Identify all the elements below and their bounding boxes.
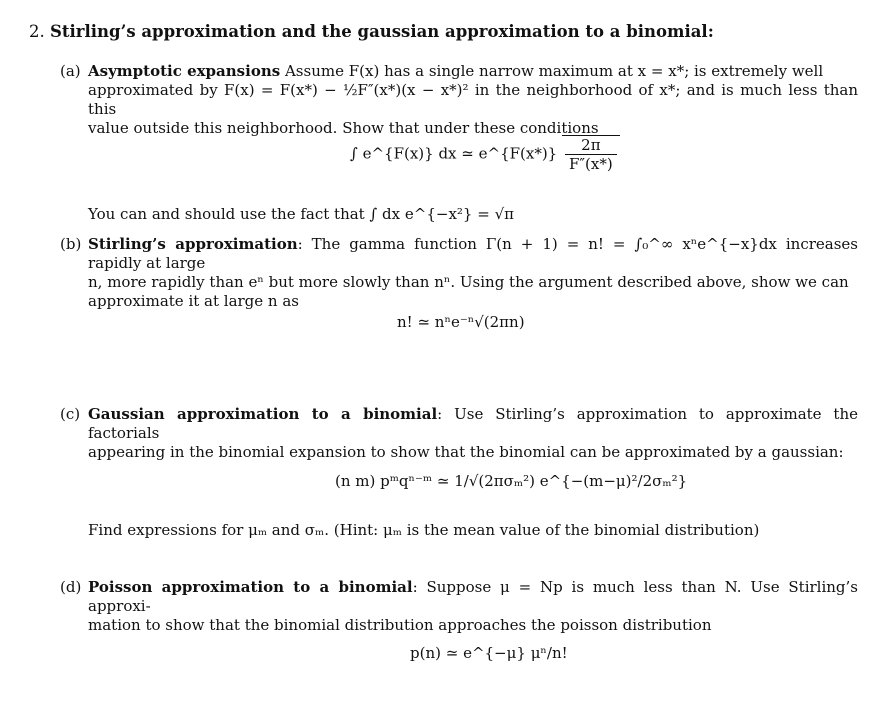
part-c-equation: (n m) pᵐqⁿ⁻ᵐ ≃ 1/√(2πσₘ²) e^{−(m−μ)²/2σₘ²} bbox=[335, 472, 688, 490]
part-b-line2: n, more rapidly than eⁿ but more slowly than nⁿ. Using the argument described above, show we can bbox=[88, 273, 849, 291]
part-a-note: You can and should use the fact that ∫ dx e^{−x²} = √π bbox=[88, 205, 514, 223]
problem-number: 2. bbox=[29, 22, 45, 41]
part-d-line1: : Suppose μ = Np is much less than N. Use Stirling’s approxi- bbox=[88, 578, 858, 615]
part-b-title: Stirling’s approximation bbox=[88, 235, 298, 253]
part-d-title: Poisson approximation to a binomial bbox=[88, 578, 413, 596]
part-d-line2: mation to show that the binomial distribution approaches the poisson distribution bbox=[88, 616, 712, 634]
problem-heading bbox=[29, 22, 714, 41]
part-a-title: Asymptotic expansions bbox=[88, 62, 281, 80]
part-b-equation: n! ≃ nⁿe⁻ⁿ√(2πn) bbox=[397, 313, 525, 331]
part-a-eq-num: 2π bbox=[565, 136, 617, 155]
part-d-text bbox=[88, 578, 858, 635]
part-b-line3: approximate it at large n as bbox=[88, 292, 300, 310]
part-d-equation: p(n) ≃ e^{−μ} μⁿ/n! bbox=[410, 644, 568, 662]
part-c-title: Gaussian approximation to a binomial bbox=[88, 405, 438, 423]
part-a-line3: value outside this neighborhood. Show that under these conditions bbox=[88, 119, 599, 137]
part-c-line1: : Use Stirling’s approximation to approximate the factorials bbox=[88, 405, 859, 442]
part-c-note: Find expressions for μₘ and σₘ. (Hint: μₘ is the mean value of the binomial distribution) bbox=[88, 521, 760, 539]
part-a-line2: approximated by F(x) = F(x*) − ½F″(x*)(x − x*)² in the neighborhood of x*; and is much less than this bbox=[88, 81, 858, 118]
problem-title: Stirling’s approximation and the gaussian approximation to a binomial: bbox=[50, 22, 714, 41]
part-c-line2: appearing in the binomial expansion to show that the binomial can be approximated by a gaussian: bbox=[88, 443, 844, 461]
part-a-text bbox=[88, 62, 858, 138]
part-a-eq-den: F″(x*) bbox=[569, 155, 613, 173]
part-a-equation bbox=[350, 135, 620, 173]
part-c-text bbox=[88, 405, 858, 462]
part-c-label: (c) bbox=[60, 405, 81, 423]
part-a-label: (a) bbox=[60, 62, 81, 80]
part-a-eq-sqrt bbox=[562, 135, 620, 173]
part-b-label: (b) bbox=[60, 235, 82, 253]
part-a-line1: Assume F(x) has a single narrow maximum at x = x*; is extremely well bbox=[284, 62, 824, 80]
part-d-label: (d) bbox=[60, 578, 82, 596]
part-a-eq-lhs: ∫ e^{F(x)} dx ≃ e^{F(x*)} bbox=[350, 144, 558, 163]
part-b-line1: : The gamma function Γ(n + 1) = n! = ∫₀^∞ xⁿe^{−x}dx increases rapidly at large bbox=[88, 235, 858, 272]
part-b-text bbox=[88, 235, 858, 311]
